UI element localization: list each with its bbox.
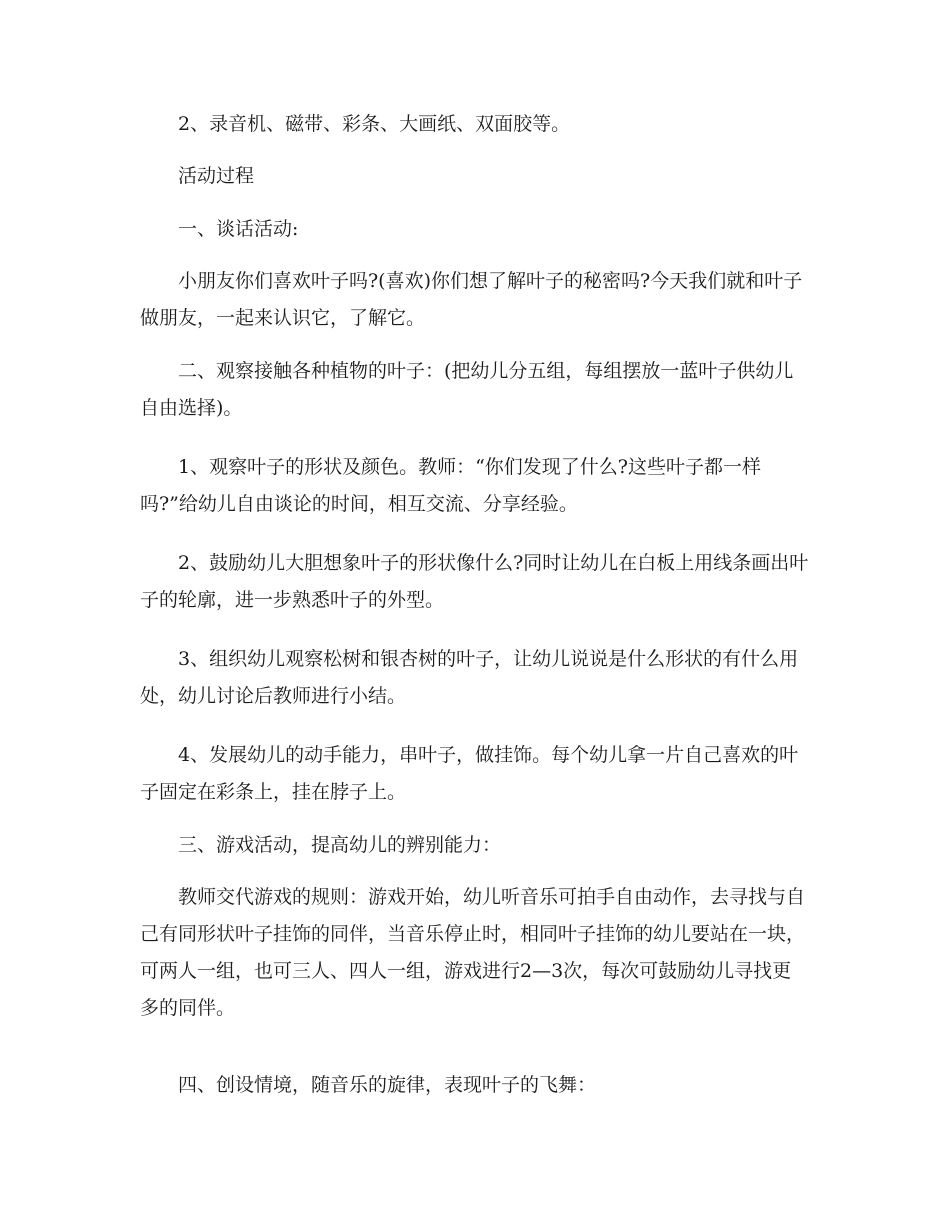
paragraph-step-4: 4、发展幼儿的动手能力，串叶子，做挂饰。每个幼儿拿一片自己喜欢的叶子固定在彩条上，挂在脖子上。 bbox=[140, 744, 799, 803]
paragraph-materials: 2、录音机、磁带、彩条、大画纸、双面胶等。 bbox=[178, 113, 571, 135]
paragraph-step-2: 2、鼓励幼儿大胆想象叶子的形状像什么?同时让幼儿在白板上用线条画出叶子的轮廓，进一步熟悉叶子的外型。 bbox=[140, 552, 809, 611]
heading-section-2: 二、观察接触各种植物的叶子：(把幼儿分五组，每组摆放一蓝叶子供幼儿自由选择)。 bbox=[140, 360, 794, 419]
heading-section-3: 三、游戏活动，提高幼儿的辨别能力： bbox=[178, 834, 502, 856]
paragraph-step-3: 3、组织幼儿观察松树和银杏树的叶子，让幼儿说说是什么形状的有什么用处，幼儿讨论后教师进行小结。 bbox=[140, 648, 799, 707]
paragraph-step-1: 1、观察叶子的形状及颜色。教师：“你们发现了什么?这些叶子都一样吗?”给幼儿自由谈论的时间，相互交流、分享经验。 bbox=[140, 456, 761, 515]
paragraph-intro-talk: 小朋友你们喜欢叶子吗?(喜欢)你们想了解叶子的秘密吗?今天我们就和叶子做朋友，一起来认识它，了解它。 bbox=[140, 270, 803, 329]
heading-section-1: 一、谈话活动: bbox=[178, 218, 299, 240]
paragraph-game-rules: 教师交代游戏的规则：游戏开始，幼儿听音乐可拍手自由动作，去寻找与自己有同形状叶子挂饰的同伴，当音乐停止时，相同叶子挂饰的幼儿要站在一块，可两人一组，也可三人、四人一组，游戏进行2—3次，每次可鼓励幼儿寻找更多的同伴。 bbox=[140, 886, 806, 1019]
heading-activity-process: 活动过程 bbox=[178, 165, 255, 187]
heading-section-4: 四、创设情境，随音乐的旋律，表现叶子的飞舞： bbox=[178, 1074, 597, 1096]
